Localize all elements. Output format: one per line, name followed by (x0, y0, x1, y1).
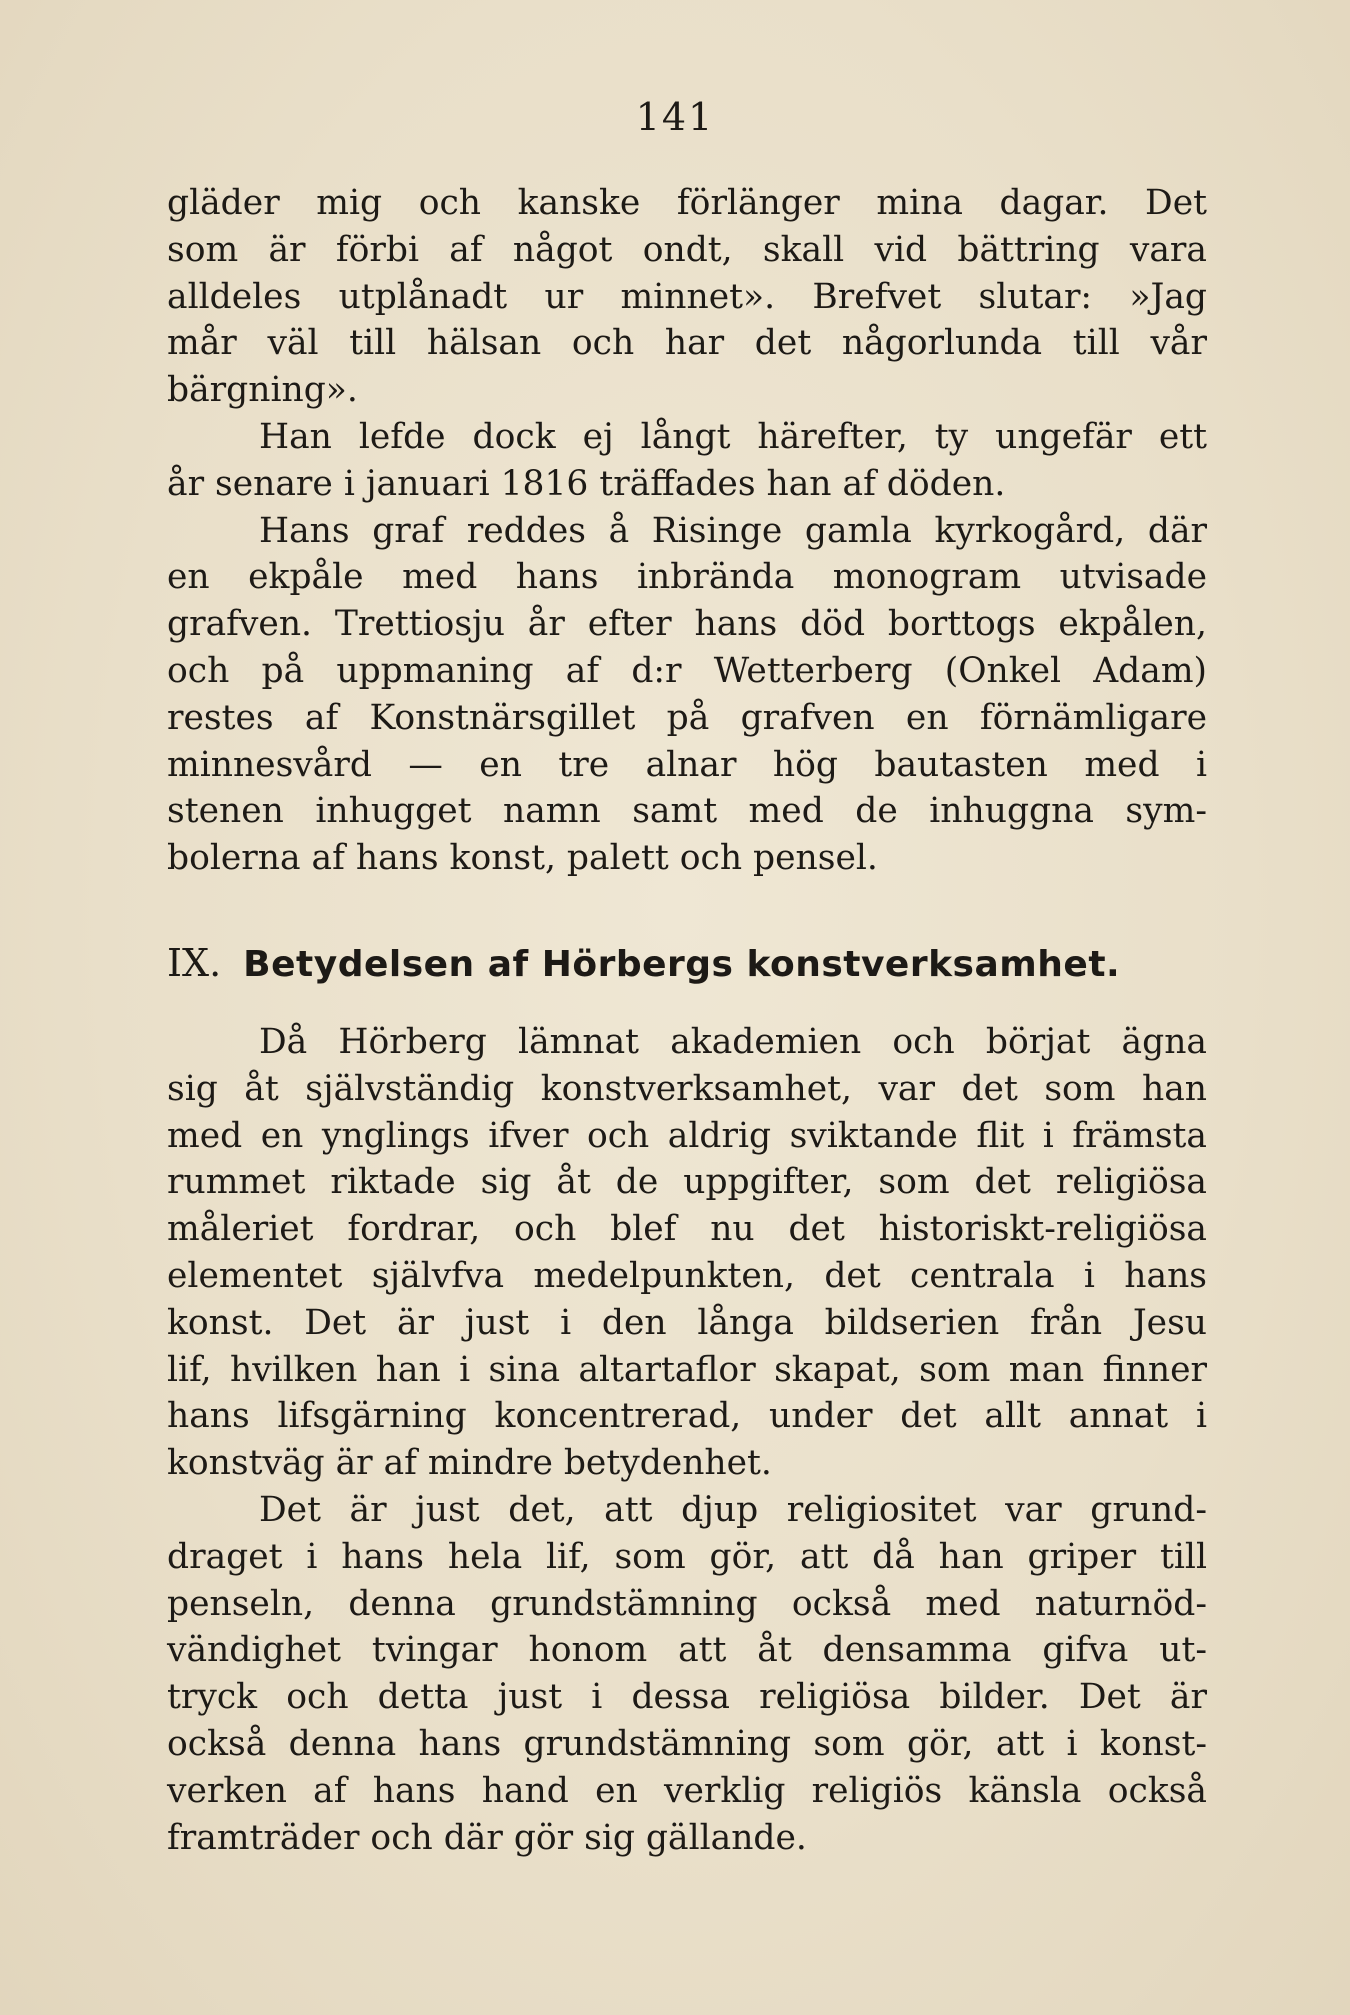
text-line: också denna hans grundstämning som gör, att i konst- (167, 1723, 1207, 1764)
text-line: som är förbi af något ondt, skall vid bättring vara (167, 229, 1207, 270)
text-line: rummet riktade sig åt de uppgifter, som det religiösa (167, 1162, 1207, 1203)
text-line: konst. Det är just i den långa bildserien från Jesu (167, 1302, 1207, 1343)
paragraph-first-line: Då Hörberg lämnat akademien och börjat ägna (259, 1022, 1207, 1062)
chapter-heading (167, 933, 1227, 995)
text-line: måleriet fordrar, och blef nu det historiskt-religiösa (167, 1209, 1207, 1250)
text-line: en ekpåle med hans inbrända monogram utvisade (167, 557, 1207, 598)
text-line: sig åt självständig konstverksamhet, var det som han (167, 1068, 1207, 1109)
text-line: hans lifsgärning koncentrerad, under det allt annat i (167, 1396, 1207, 1437)
text-line: bärgning». (167, 370, 358, 411)
text-line: bolerna af hans konst, palett och pensel. (167, 838, 878, 879)
text-line: penseln, denna grundstämning också med naturnöd- (167, 1583, 1207, 1624)
text-line: alldeles utplånadt ur minnet». Brefvet slutar: »Jag (167, 276, 1207, 317)
page-number: 141 (635, 95, 715, 139)
text-line: år senare i januari 1816 träffades han af döden. (167, 463, 1006, 504)
text-line: med en ynglings ifver och aldrig sviktande flit i främsta (167, 1115, 1207, 1156)
text-line: tryck och detta just i dessa religiösa bilder. Det är (167, 1677, 1207, 1718)
paragraph-first-line: Han lefde dock ej långt härefter, ty ungefär ett (259, 416, 1207, 457)
paragraph-first-line: Hans graf reddes å Risinge gamla kyrkogård, där (259, 510, 1207, 551)
text-line: och på uppmaning af d:r Wetterberg (Onkel Adam) (167, 650, 1207, 691)
text-line: draget i hans hela lif, som gör, att då han griper till (167, 1536, 1207, 1577)
text-line: mår väl till hälsan och har det någorlunda till vår (167, 323, 1207, 364)
text-line: gläder mig och kanske förlänger mina dagar. Det (167, 183, 1207, 223)
text-line: konstväg är af mindre betydenhet. (167, 1443, 772, 1484)
text-line: stenen inhugget namn samt med de inhuggna sym- (167, 791, 1207, 832)
chapter-title: Betydelsen af Hörbergs konstverksamhet. (243, 944, 1121, 985)
text-line: framträder och där gör sig gällande. (167, 1817, 807, 1858)
text-line: lif, hvilken han i sina altartaflor skapat, som man finner (167, 1349, 1207, 1390)
text-line: minnesvård — en tre alnar hög bautasten med i (167, 744, 1207, 785)
text-line: grafven. Trettiosju år efter hans död borttogs ekpålen, (167, 604, 1207, 645)
text-line: elementet självfva medelpunkten, det centrala i hans (167, 1255, 1207, 1296)
paragraph-first-line: Det är just det, att djup religiositet var grund- (259, 1489, 1207, 1530)
text-block-before-heading (167, 180, 1207, 882)
text-block-after-heading (167, 1019, 1207, 1861)
chapter-numeral: IX. (167, 941, 222, 985)
text-line: verken af hans hand en verklig religiös känsla också (167, 1770, 1207, 1811)
text-line: restes af Konstnärsgillet på grafven en förnämligare (167, 697, 1207, 738)
text-line: vändighet tvingar honom att åt densamma gifva ut- (167, 1630, 1207, 1671)
